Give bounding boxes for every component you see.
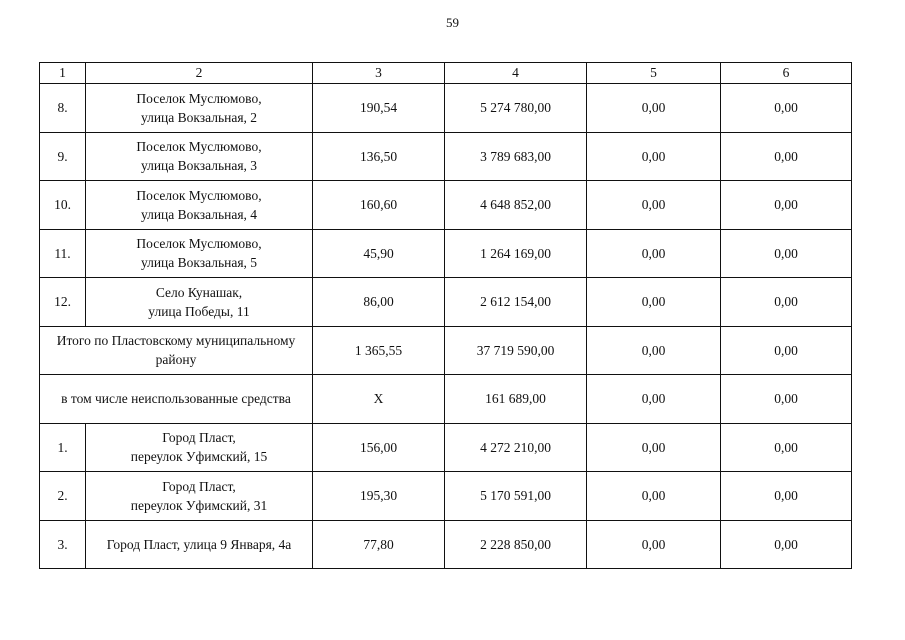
column-header: 4	[445, 63, 587, 84]
area-cell: 190,54	[313, 84, 445, 133]
value-cell: 0,00	[721, 326, 852, 375]
row-number-cell: 11.	[40, 229, 86, 278]
value-cell: 0,00	[721, 423, 852, 472]
address-cell	[86, 229, 313, 278]
address-line: Поселок Муслюмово,	[136, 90, 262, 106]
value-cell: 0,00	[587, 132, 721, 181]
value-cell: 0,00	[721, 375, 852, 424]
area-cell: 45,90	[313, 229, 445, 278]
table-row	[40, 132, 852, 181]
area-cell: 1 365,55	[313, 326, 445, 375]
row-number-cell: 12.	[40, 278, 86, 327]
address-line: переулок Уфимский, 15	[130, 449, 268, 465]
unused-funds-row	[40, 375, 852, 424]
value-cell: 0,00	[587, 181, 721, 230]
cost-cell: 1 264 169,00	[445, 229, 587, 278]
area-cell: 86,00	[313, 278, 445, 327]
address-line: улица Вокзальная, 3	[140, 158, 258, 174]
table-row	[40, 181, 852, 230]
cost-cell: 2 228 850,00	[445, 520, 587, 569]
address-cell	[86, 132, 313, 181]
address-line: Город Пласт,	[162, 430, 236, 446]
table-row	[40, 472, 852, 521]
cost-cell: 161 689,00	[445, 375, 587, 424]
cost-cell: 4 272 210,00	[445, 423, 587, 472]
address-line: Село Кунашак,	[155, 284, 243, 300]
area-cell: 195,30	[313, 472, 445, 521]
address-line: Поселок Муслюмово,	[136, 187, 262, 203]
address-cell	[86, 520, 313, 569]
address-cell	[86, 472, 313, 521]
address-line: Город Пласт,	[162, 478, 236, 494]
address-line: переулок Уфимский, 31	[130, 497, 268, 513]
value-cell: 0,00	[587, 84, 721, 133]
report-table	[39, 62, 852, 569]
column-header: 3	[313, 63, 445, 84]
area-cell: Х	[313, 375, 445, 424]
row-number-cell: 9.	[40, 132, 86, 181]
value-cell: 0,00	[587, 472, 721, 521]
table-row	[40, 84, 852, 133]
row-number-cell: 3.	[40, 520, 86, 569]
cost-cell: 37 719 590,00	[445, 326, 587, 375]
table-row	[40, 520, 852, 569]
address-cell	[86, 84, 313, 133]
value-cell: 0,00	[587, 229, 721, 278]
value-cell: 0,00	[721, 229, 852, 278]
address-cell	[86, 423, 313, 472]
cost-cell: 2 612 154,00	[445, 278, 587, 327]
total-label-line: Итого по Пластовскому муниципальному	[56, 333, 296, 349]
value-cell: 0,00	[721, 84, 852, 133]
table-row	[40, 278, 852, 327]
total-label-line: району	[155, 352, 197, 368]
cost-cell: 4 648 852,00	[445, 181, 587, 230]
column-header: 5	[587, 63, 721, 84]
cost-cell: 3 789 683,00	[445, 132, 587, 181]
column-header: 6	[721, 63, 852, 84]
address-cell	[86, 278, 313, 327]
row-number-cell: 1.	[40, 423, 86, 472]
value-cell: 0,00	[721, 181, 852, 230]
value-cell: 0,00	[721, 472, 852, 521]
area-cell: 77,80	[313, 520, 445, 569]
value-cell: 0,00	[587, 423, 721, 472]
total-label-cell	[40, 326, 313, 375]
address-line: улица Вокзальная, 4	[140, 206, 258, 222]
address-line: улица Вокзальная, 5	[140, 255, 258, 271]
value-cell: 0,00	[587, 278, 721, 327]
total-row	[40, 326, 852, 375]
value-cell: 0,00	[587, 375, 721, 424]
column-header: 1	[40, 63, 86, 84]
table-row	[40, 423, 852, 472]
value-cell: 0,00	[721, 132, 852, 181]
address-line: улица Вокзальная, 2	[140, 109, 258, 125]
area-cell: 160,60	[313, 181, 445, 230]
row-number-cell: 2.	[40, 472, 86, 521]
table-row	[40, 229, 852, 278]
value-cell: 0,00	[587, 520, 721, 569]
address-cell	[86, 181, 313, 230]
table-header-row	[40, 63, 852, 84]
row-number-cell: 8.	[40, 84, 86, 133]
page-number: 59	[446, 15, 459, 30]
address-line: Поселок Муслюмово,	[136, 139, 262, 155]
cost-cell: 5 274 780,00	[445, 84, 587, 133]
area-cell: 136,50	[313, 132, 445, 181]
row-number-cell: 10.	[40, 181, 86, 230]
area-cell: 156,00	[313, 423, 445, 472]
unused-label-cell: в том числе неиспользованные средства	[40, 375, 313, 424]
address-line: Поселок Муслюмово,	[136, 236, 262, 252]
cost-cell: 5 170 591,00	[445, 472, 587, 521]
value-cell: 0,00	[587, 326, 721, 375]
value-cell: 0,00	[721, 278, 852, 327]
value-cell: 0,00	[721, 520, 852, 569]
address-line: Город Пласт, улица 9 Января, 4а	[106, 536, 292, 552]
column-header: 2	[86, 63, 313, 84]
address-line: улица Победы, 11	[148, 303, 250, 319]
